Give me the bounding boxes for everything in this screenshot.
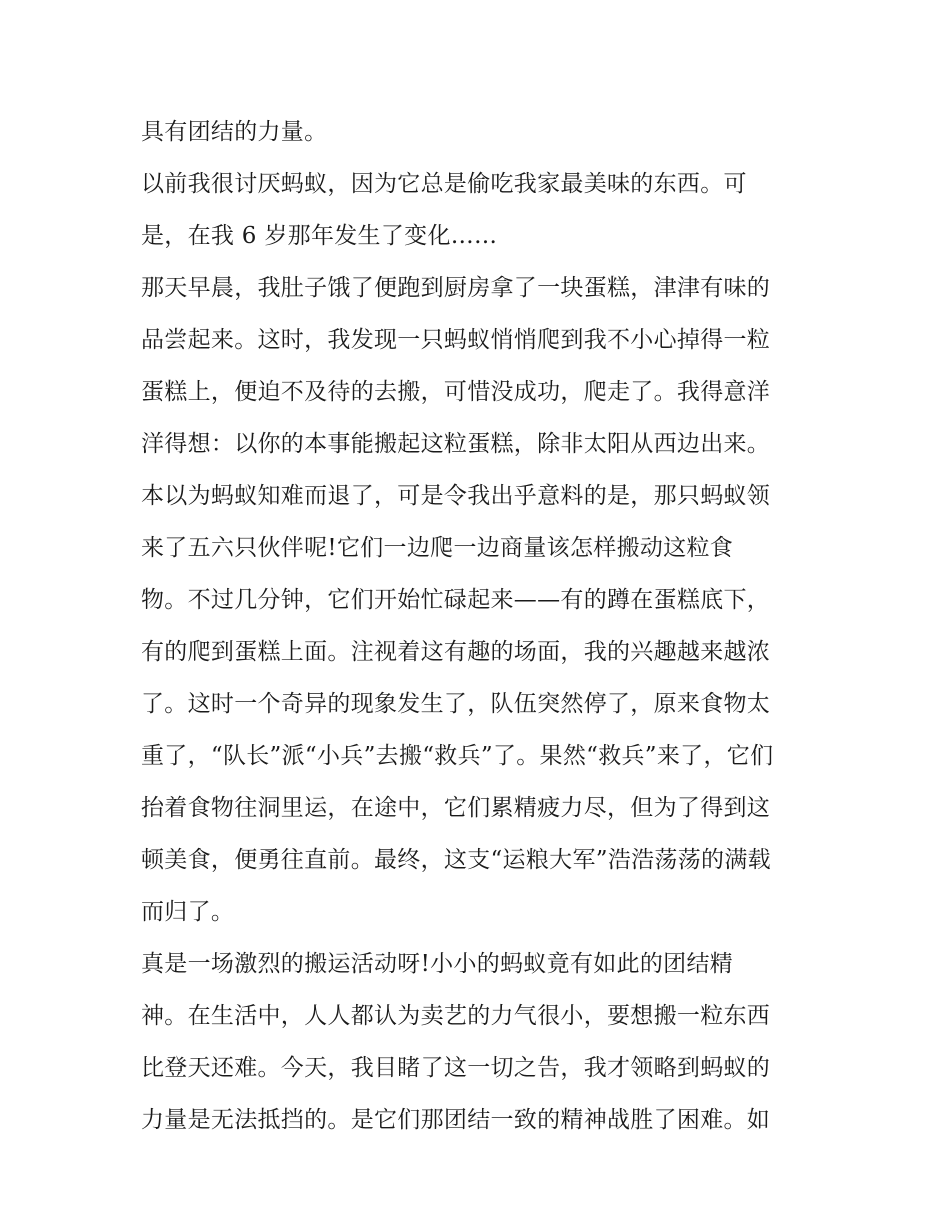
text-line: 蛋糕上，便迫不及待的去搬，可惜没成功，爬走了。我得意洋 (141, 379, 771, 405)
text-line: 物。不过几分钟，它们开始忙碌起来——有的蹲在蛋糕底下， (141, 587, 771, 613)
text-line: 本以为蚂蚁知难而退了，可是令我出乎意料的是，那只蚂蚁领 (141, 483, 771, 509)
body-text (141, 106, 821, 1146)
text-line: 神。在生活中，人人都认为卖艺的力气很小，要想搬一粒东西 (141, 1003, 771, 1029)
text-line: 而归了。 (141, 899, 235, 925)
text-line: 顿美食，便勇往直前。最终，这支“运粮大军”浩浩荡荡的满载 (141, 847, 771, 873)
text-line: 真是一场激烈的搬运活动呀!小小的蚂蚁竟有如此的团结精 (141, 951, 734, 977)
text-line: 抬着食物往洞里运，在途中，它们累精疲力尽，但为了得到这 (141, 795, 771, 821)
text-line: 洋得想：以你的本事能搬起这粒蛋糕，除非太阳从西边出来。 (141, 431, 771, 457)
text-line: 了。这时一个奇异的现象发生了，队伍突然停了，原来食物太 (141, 691, 771, 717)
text-line: 是，在我 6 岁那年发生了变化…… (141, 223, 498, 249)
text-line: 以前我很讨厌蚂蚁，因为它总是偷吃我家最美味的东西。可 (141, 171, 747, 197)
text-line: 来了五六只伙伴呢!它们一边爬一边商量该怎样搬动这粒食 (141, 535, 734, 561)
text-line: 具有团结的力量。 (141, 119, 328, 145)
text-line: 比登天还难。今天，我目睹了这一切之告，我才领略到蚂蚁的 (141, 1055, 771, 1081)
text-line: 有的爬到蛋糕上面。注视着这有趣的场面，我的兴趣越来越浓 (141, 639, 771, 665)
text-line: 那天早晨，我肚子饿了便跑到厨房拿了一块蛋糕，津津有味的 (141, 275, 771, 301)
text-line: 重了，“队长”派“小兵”去搬“救兵”了。果然“救兵”来了，它们 (141, 743, 774, 769)
text-line: 力量是无法抵挡的。是它们那团结一致的精神战胜了困难。如 (141, 1107, 771, 1133)
text-line: 品尝起来。这时，我发现一只蚂蚁悄悄爬到我不小心掉得一粒 (141, 327, 771, 353)
